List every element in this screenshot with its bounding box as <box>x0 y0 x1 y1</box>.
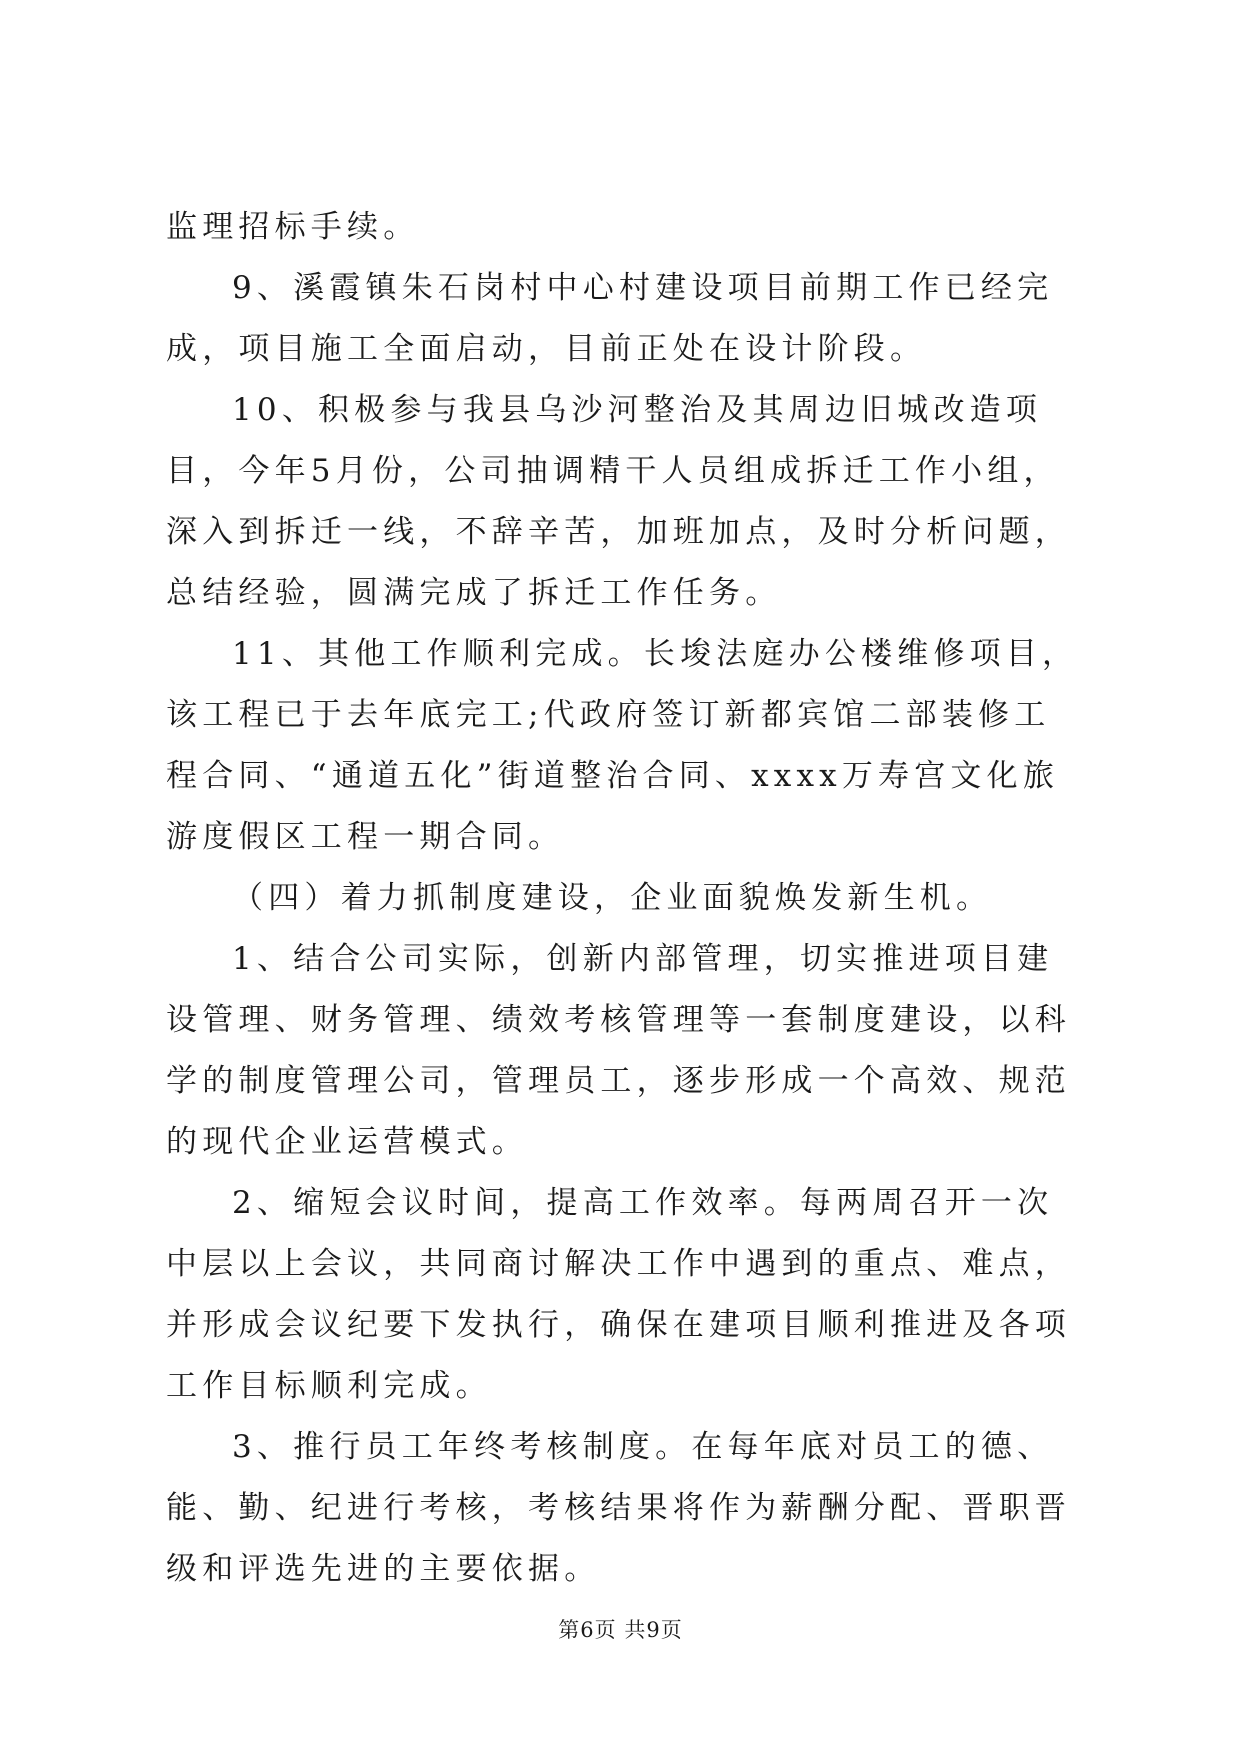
paragraph-item-3: 3、推行员工年终考核制度。在每年底对员工的德、能、勤、纪进行考核，考核结果将作为薪酬分配、晋职晋级和评选先进的主要依据。 <box>166 1429 1071 1587</box>
paragraph-item-1: 1、结合公司实际，创新内部管理，切实推进项目建设管理、财务管理、绩效考核管理等一套制度建设，以科学的制度管理公司，管理员工，逐步形成一个高效、规范的现代企业运营模式。 <box>166 941 1071 1160</box>
page-number-footer: 第6页 共9页 <box>558 1618 683 1642</box>
paragraph-item-11: 11、其他工作顺利完成。长埈法庭办公楼维修项目，该工程已于去年底完工;代政府签订新都宾馆二部装修工程合同、“通道五化”街道整治合同、xxxx万寿宫文化旅游度假区工程一期合同。 <box>166 636 1079 855</box>
paragraph-continuation: 监理招标手续。 <box>166 209 420 245</box>
paragraph-item-9: 9、溪霞镇朱石岗村中心村建设项目前期工作已经完成，项目施工全面启动，目前正处在设计阶段。 <box>166 270 1054 367</box>
paragraph-item-2: 2、缩短会议时间，提高工作效率。每两周召开一次中层以上会议，共同商讨解决工作中遇到的重点、难点，并形成会议纪要下发执行，确保在建项目顺利推进及各项工作目标顺利完成。 <box>166 1185 1071 1404</box>
section-heading-4: （四）着力抓制度建设，企业面貌焕发新生机。 <box>232 880 993 916</box>
document-body <box>166 197 1086 1600</box>
paragraph-item-10: 10、积极参与我县乌沙河整治及其周边旧城改造项目，今年5月份，公司抽调精干人员组成拆迁工作小组，深入到拆迁一线，不辞辛苦，加班加点，及时分析问题，总结经验，圆满完成了拆迁工作任务。 <box>166 392 1071 611</box>
